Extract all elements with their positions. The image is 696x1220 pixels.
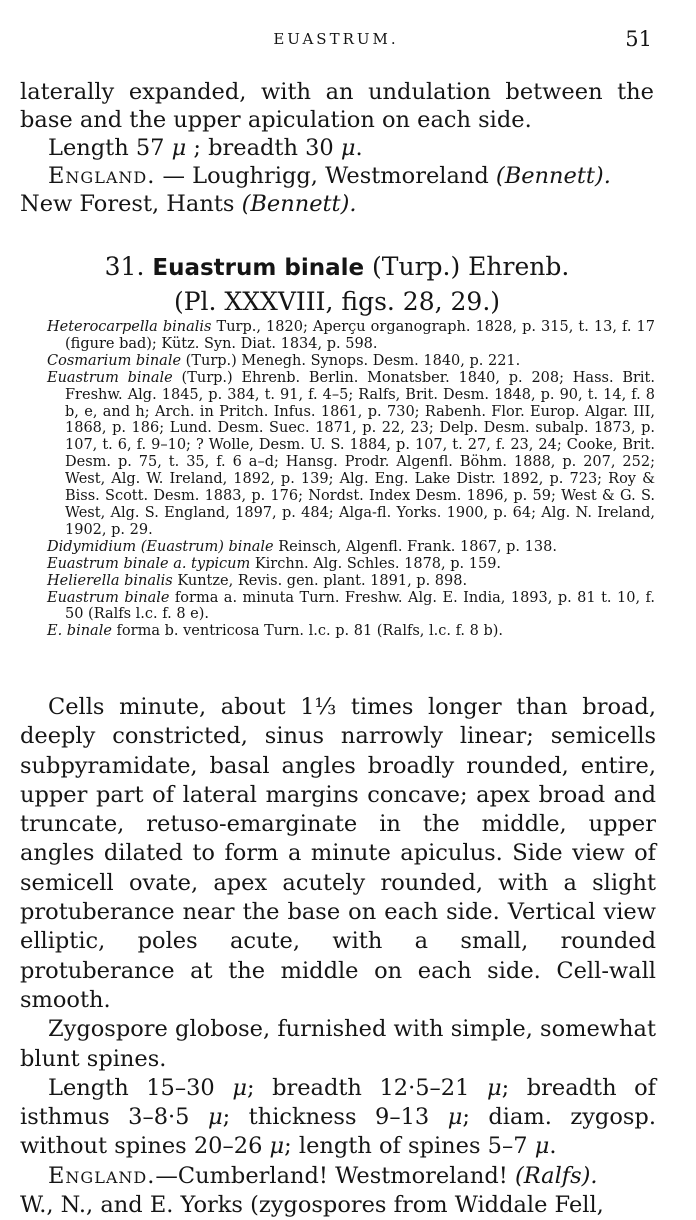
synonym-entry <box>47 573 655 590</box>
plate-reference: (Pl. XXXVIII, figs. 28, 29.) <box>173 287 501 316</box>
locality-line-2: New Forest, Hants (Bennett). <box>20 191 357 217</box>
description-continuation: laterally expanded, with an undulation between the base and the upper apiculation on each side. <box>20 79 654 133</box>
synonymy-list <box>47 319 655 640</box>
species-localities-2: W., N., and E. Yorks (zygospores from Widdale Fell, <box>20 1192 604 1219</box>
synonym-citation: (Turp.) Ehrenb. Berlin. Monatsber. 1840, p. 208; Hass. Brit. Freshw. Alg. 1845, p. 384, t. 91, f. 4–5; Ralfs, Brit. Desm. 1848, p. 90, t. 14, f. 8 b, e, and h; Arch. in Pritch. Infus. 1861, p. 730; Rabenh. Flor. Europ. Algar. III, 1868, p. 186; Lund. Desm. Suec. 1871, p. 22, 23; Delp. Desm. subalp. 1873, p. 107, t. 6, f. 9–10; ? Wolle, Desm. U. S. 1884, p. 107, t. 27, f. 23, 24; Cooke, Brit. Desm. p. 75, t. 35, f. 6 a–d; Hansg. Prodr. Algenfl. Böhm. 1888, p. 207, 252; West, Alg. W. Ireland, 1892, p. 139; Alg. Eng. Lake Distr. 1892, p. 723; Roy & Biss. Scott. Desm. 1883, p. 176; Nordst. Index Desm. 1896, p. 59; West & G. S. West, Alg. S. England, 1897, p. 484; Alga-fl. Yorks. 1900, p. 64; Alg. N. Ireland, 1902, p. 29. <box>65 369 655 538</box>
synonym-entry <box>47 556 655 573</box>
synonym-citation: Reinsch, Algenfl. Frank. 1867, p. 138. <box>273 538 557 555</box>
synonym-name: Euastrum binale <box>47 589 170 606</box>
locality-line: England. — Loughrigg, Westmoreland (Bennett). <box>48 163 611 189</box>
previous-species-continuation <box>20 78 654 218</box>
page-header <box>20 27 652 60</box>
synonym-citation: forma b. ventricosa Turn. l.c. p. 81 (Ralfs, l.c. f. 8 b). <box>111 623 504 640</box>
synonym-name: Euastrum binale a. typicum <box>47 555 251 572</box>
synonym-name: Helierella binalis <box>47 572 173 589</box>
species-description <box>20 693 656 1220</box>
species-localities: England.—Cumberland! Westmoreland! (Ralfs). <box>48 1162 598 1189</box>
cell-description: Cells minute, about 1⅓ times longer than broad, deeply constricted, sinus narrowly linear; semicells subpyramidate, basal angles broadly rounded, entire, upper part of lateral margins concave; apex broad and truncate, retuso-emarginate in the middle, upper angles dilated to form a minute apiculus. Side view of semicell ovate, apex acutely rounded, with a slight protuberance near the base on each side. Vertical view elliptic, poles acute, with a small, rounded protuberance at the middle on each side. Cell-wall smooth. <box>20 694 656 1013</box>
synonym-citation: Kirchn. Alg. Schles. 1878, p. 159. <box>250 555 502 572</box>
species-measurements: Length 15–30 μ; breadth 12·5–21 μ; breadth of isthmus 3–8·5 μ; thickness 9–13 μ; diam. zygosp. without spines 20–26 μ; length of spines 5–7 μ. <box>20 1074 656 1160</box>
synonym-entry <box>47 370 655 539</box>
synonym-name: E. binale <box>47 623 112 640</box>
synonym-citation: (Turp.) Menegh. Synops. Desm. 1840, p. 221. <box>181 352 521 369</box>
synonym-citation: Turp., 1820; Aperçu organograph. 1828, p. 315, t. 13, f. 17 (figure bad); Kütz. Syn. Diat. 1834, p. 598. <box>65 319 655 352</box>
measurements-line: Length 57 μ ; breadth 30 μ. <box>48 135 363 161</box>
synonym-name: Cosmarium binale <box>47 352 182 369</box>
synonym-entry <box>47 353 655 370</box>
species-heading <box>20 250 654 318</box>
synonym-name: Euastrum binale <box>47 369 173 386</box>
running-title: EUASTRUM. <box>273 30 399 48</box>
species-title: 31. Euastrum binale (Turp.) Ehrenb. <box>104 252 570 281</box>
synonym-name: Didymidium (Euastrum) binale <box>47 538 274 555</box>
synonym-entry <box>47 319 655 353</box>
synonym-citation: forma a. minuta Turn. Freshw. Alg. E. India, 1893, p. 81 t. 10, f. 50 (Ralfs l.c. f. 8 e). <box>65 589 655 623</box>
synonym-entry <box>47 623 655 640</box>
synonym-name: Heterocarpella binalis <box>47 319 212 335</box>
page-number: 51 <box>625 27 652 51</box>
zygospore-description: Zygospore globose, furnished with simple, somewhat blunt spines. <box>20 1016 656 1072</box>
synonym-entry <box>47 539 655 556</box>
synonym-entry <box>47 590 655 624</box>
synonym-citation: Kuntze, Revis. gen. plant. 1891, p. 898. <box>172 572 468 589</box>
